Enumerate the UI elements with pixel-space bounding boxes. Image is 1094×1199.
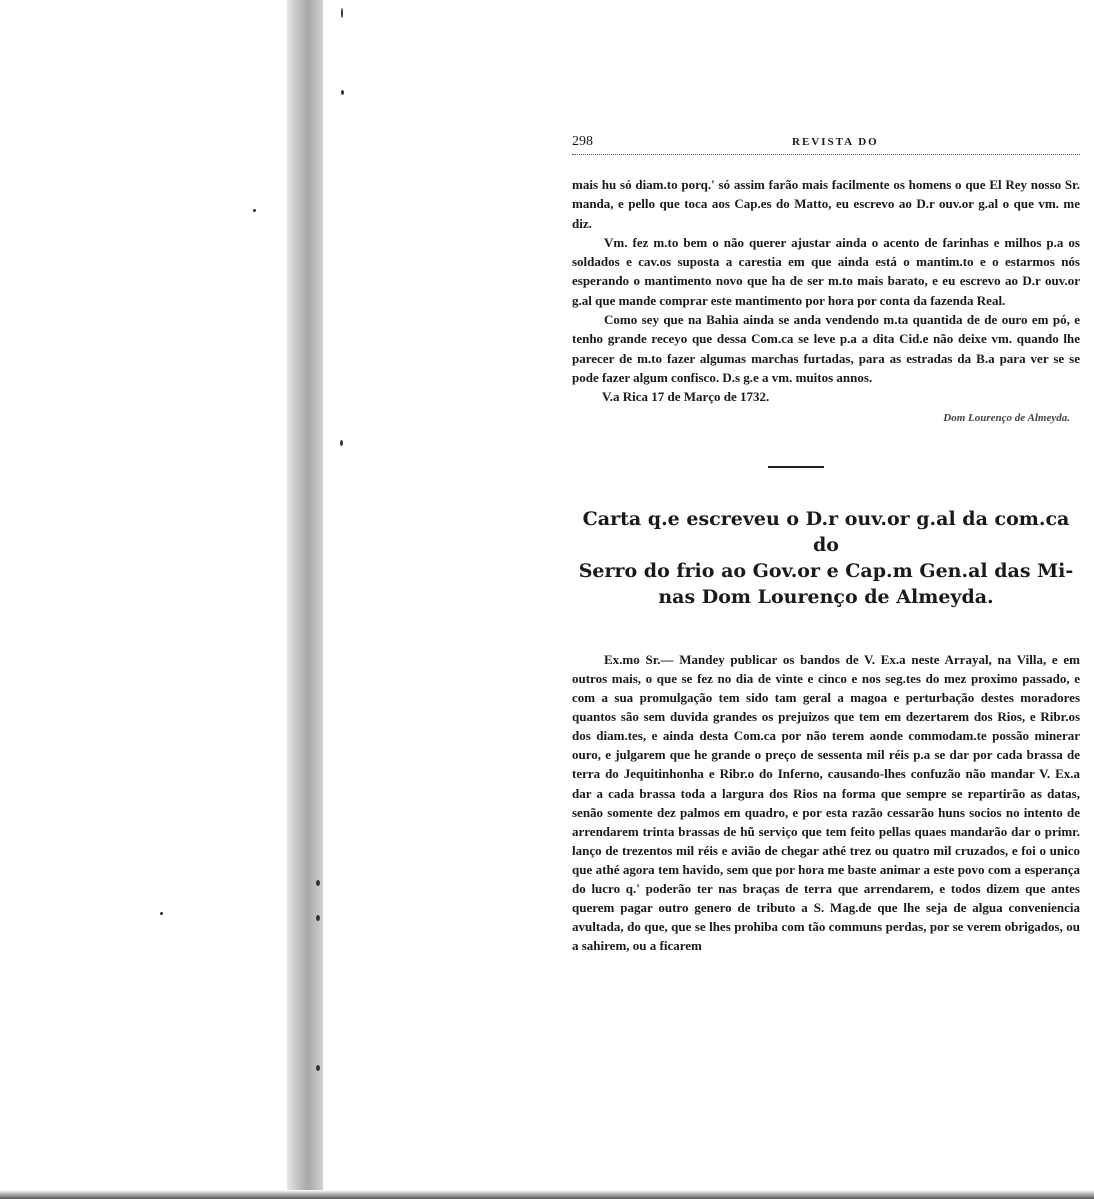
letter-paragraph: Vm. fez m.to bem o não querer ajustar ainda o acento de farinhas e milhos p.a os soldados e cav.os suposta a carestia em que ainda está o mantim.to e o estarmos nós esperando o mantimento novo que ha de ser m.to mais barato, e eu escrevo ao D.r ouv.or g.al que mande comprar este mantimento por hora por conta da fazenda Real. (572, 234, 1080, 308)
letter-dateline: V.a Rica 17 de Março de 1732. (602, 389, 770, 405)
running-head: REVISTA DO (792, 136, 879, 148)
section-divider (768, 466, 824, 468)
page-number: 298 (572, 134, 593, 149)
book-page (572, 134, 1080, 955)
letter-paragraph: Ex.mo Sr.— Mandey publicar os bandos de V. Ex.a neste Arrayal, na Villa, e em outros mais, o que se fez no dia de vinte e cinco e nos seg.tes do mez proximo passado, e com a sua promulgação tem sido tam geral a magoa e perturbação destes moradores quantos são sem duvida grandes os prejuizos que tem em dezertarem dos Rios, e Ribr.os dos diam.tes, e ainda desta Com.ca por não terem aonde commodam.te possão minerar ouro, e julgarem que he grande o preço de sessenta mil réis p.a se dar por cada brassa de terra do Jequitinhonha e Ribr.o do Inferno, causando-lhes confuzão não mandar V. Ex.a dar a cada brassa toda a largura dos Rios na forma que sempre se repartirão as datas, senão somente dez palmos em quadro, e por esta razão cessarão huns socios no intento de arrendarem trinta brassas de hũ serviço que tem feito pellas quaes mandarão dar o primr. lanço de trezentos mil réis e avião de chegar athé trez ou quatro mil cruzados, e foi o unico que athé agora tem havido, sem que por hora me baste animar a este povo com a esperança do lucro q.' poderão ter nas braças de terra que arrendarem, e todos dizem que antes querem pagar outro genero de tributo a S. Mag.de que lhe seja de algua conveniencia avultada, do que, que se lhes prohiba com tão communs perdas, por se verem obrigados, ou a sahirem, ou a ficarem (572, 651, 1080, 954)
section-heading (572, 506, 1080, 610)
letter-paragraph: mais hu só diam.to porq.' só assim farão mais facilmente os homens o que El Rey nosso Sr. manda, e pello que toca aos Cap.es do Matto, eu escrevo ao D.r ouv.or g.al o que vm. me diz. (572, 177, 1080, 231)
second-letter-body (572, 650, 1080, 956)
speck (160, 912, 163, 915)
heading-line: Serro do frio ao Gov.or e Cap.m Gen.al das Mi- (578, 559, 1074, 582)
page-header (572, 134, 1080, 155)
speck (316, 880, 320, 886)
speck (253, 209, 256, 212)
speck (340, 440, 343, 446)
speck (341, 8, 343, 18)
heading-line: Carta q.e escreveu o D.r ouv.or g.al da com.ca do (582, 507, 1070, 556)
speck (316, 915, 320, 921)
letter-body (572, 175, 1080, 428)
page-bottom-edge (0, 1190, 1094, 1199)
speck (341, 90, 344, 95)
book-gutter (287, 0, 323, 1199)
letter-signature: Dom Lourenço de Almeyda. (943, 411, 1070, 424)
heading-line: nas Dom Lourenço de Almeyda. (658, 585, 994, 608)
speck (316, 1065, 320, 1071)
letter-paragraph: Como sey que na Bahia ainda se anda vendendo m.ta quantida de de ouro em pó, e tenho grande receyo que dessa Com.ca se leve p.a a dita Cid.e não deixe vm. quando lhe parecer de m.to fazer algumas marchas furtadas, para as estradas da B.a para ver se se pode fazer algum confisco. D.s g.e a vm. muitos annos. (572, 312, 1080, 385)
